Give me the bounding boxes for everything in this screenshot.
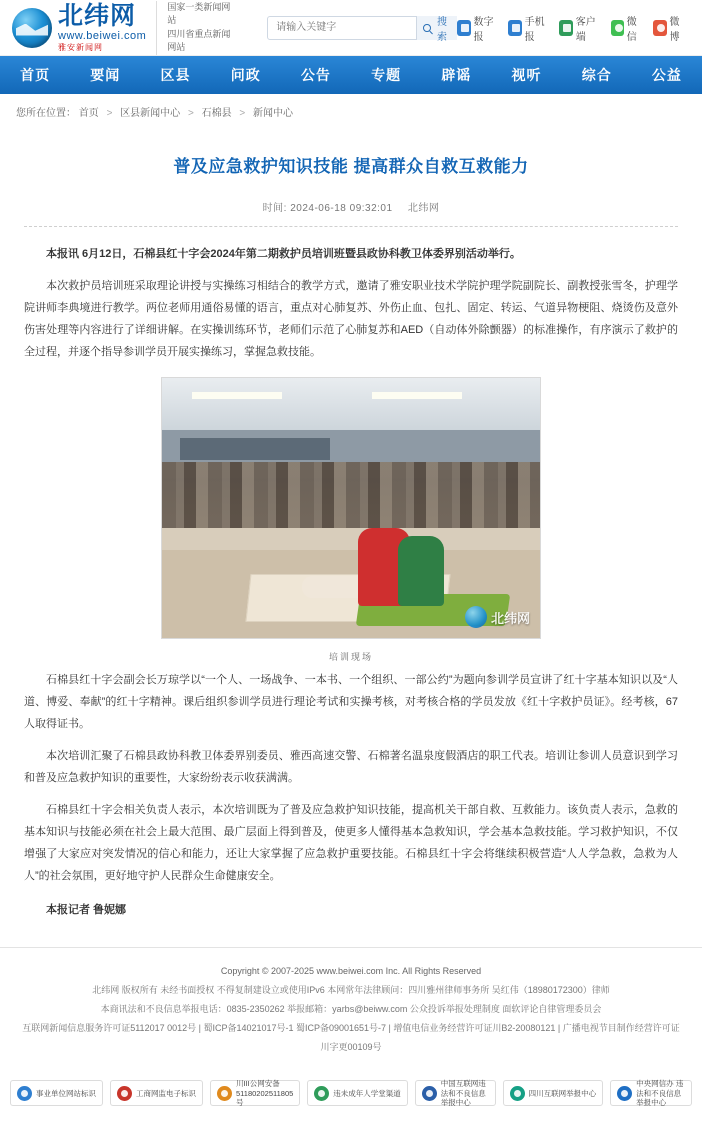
breadcrumb bbox=[0, 94, 702, 128]
nav-item-home[interactable]: 首页 bbox=[20, 67, 51, 83]
breadcrumb-item-news-center[interactable]: 新闻中心 bbox=[253, 108, 293, 119]
sichuan-report-icon bbox=[510, 1086, 525, 1101]
footer-line-1: 北纬网 版权所有 未经书面授权 不得复制建设立或使用IPv6 本网常年法律顾问：四川雅州律师事务所 吴红伟（18980172300）律师 bbox=[92, 984, 610, 995]
badge-label: 工商网监电子标识 bbox=[136, 1088, 196, 1098]
nav-item-video[interactable]: 视听 bbox=[511, 67, 542, 83]
nav-item-general[interactable]: 综合 bbox=[581, 67, 612, 83]
site-footer bbox=[0, 947, 702, 1066]
nav-item-notice[interactable]: 公告 bbox=[300, 67, 331, 83]
article-paragraph-5: 石棉县红十字会相关负责人表示，本次培训既为了普及应急救护知识技能，提高机关干部自救、互救能力。该负责人表示，急救的基本知识与技能必须在社会上最大范围、最广层面上得到普及，使更多人懂得基本急救知识，学会基本急救技能。学习救护知识，不仅增强了大家应对突发情况的信心和能力，还让大家掌握了应急救护重要技能。石棉县红十字会将继续积极营造“人人学急救，急救为人人”的社会氛围，更好地守护人民群众生命健康安全。 bbox=[24, 804, 678, 882]
app-icon bbox=[559, 20, 572, 36]
badge-cac-report[interactable] bbox=[610, 1080, 692, 1106]
breadcrumb-prefix: 您所在位置： bbox=[16, 108, 76, 119]
header-link-wechat[interactable] bbox=[611, 13, 644, 43]
badge-label: 中央网信办 违法和不良信息举报中心 bbox=[636, 1079, 684, 1108]
logo-url: www.beiwei.com bbox=[58, 29, 147, 42]
footer-copyright: Copyright © 2007-2025 www.beiwei.com Inc. All Rights Reserved bbox=[220, 966, 482, 976]
site-header bbox=[0, 0, 702, 56]
header-link-label: 数字报 bbox=[473, 16, 494, 43]
slogan-line-2: 四川省重点新闻网站 bbox=[167, 28, 231, 52]
header-link-mobile-paper[interactable] bbox=[508, 13, 549, 43]
badge-business-supervision[interactable] bbox=[110, 1080, 203, 1106]
search-input[interactable] bbox=[268, 17, 416, 39]
photo-ceiling bbox=[162, 378, 540, 430]
breadcrumb-item-district-center[interactable]: 区县新闻中心 bbox=[120, 108, 181, 119]
header-link-label: 手机报 bbox=[524, 16, 545, 43]
article bbox=[0, 152, 702, 917]
badge-label: 川III公网安备 51180202511805号 bbox=[236, 1079, 294, 1108]
nav-item-headline[interactable]: 要闻 bbox=[90, 67, 121, 83]
footer-badges bbox=[0, 1066, 702, 1126]
footer-line-3: 互联网新闻信息服务许可证5112017 0012号 | 蜀ICP备14021017号-1 蜀ICP备09001651号-7 | 增值电信业务经营许可证川B2-20080121 | 广播电视节目制作经营许可证川字更00109号 bbox=[22, 1022, 680, 1052]
header-link-label: 客户端 bbox=[575, 16, 596, 43]
article-paragraph-3: 石棉县红十字会副会长万琼学以“一个人、一场战争、一本书、一个组织、一部公约”为题向参训学员宣讲了红十字基本知识以及“人道、博爱、奉献”的红十字精神。课后组织参训学员进行理论考试和实操考核，对考核合格的学员发放《红十字救护员证》。经考核，67人取得证书。 bbox=[24, 674, 678, 730]
search-button-label: 搜索 bbox=[437, 16, 448, 43]
nav-item-welfare[interactable]: 公益 bbox=[651, 67, 682, 83]
header-link-digital-paper[interactable] bbox=[457, 13, 498, 43]
header-link-weibo[interactable] bbox=[653, 13, 686, 43]
article-photo-wrap bbox=[24, 377, 678, 663]
article-source: 北纬网 bbox=[407, 203, 440, 214]
watermark-globe-icon bbox=[465, 606, 487, 628]
article-photo bbox=[161, 377, 541, 639]
badge-sichuan-report[interactable] bbox=[503, 1080, 604, 1106]
youth-protection-icon bbox=[314, 1086, 329, 1101]
badge-label: 事业单位网站标识 bbox=[36, 1088, 96, 1098]
photo-caption: 培训现场 bbox=[328, 652, 373, 662]
header-link-app[interactable] bbox=[559, 13, 600, 43]
breadcrumb-item-shimian[interactable]: 石棉县 bbox=[201, 108, 232, 119]
wechat-icon bbox=[611, 20, 624, 36]
breadcrumb-separator: > bbox=[187, 108, 194, 119]
globe-logo-icon bbox=[12, 8, 52, 48]
main-navigation bbox=[0, 56, 702, 94]
nav-item-topic[interactable]: 专题 bbox=[371, 67, 402, 83]
photo-table bbox=[162, 528, 540, 550]
header-link-label: 微信 bbox=[626, 16, 637, 43]
business-supervision-icon bbox=[117, 1086, 132, 1101]
breadcrumb-separator: > bbox=[239, 108, 246, 119]
badge-label: 违未成年人学堂渠道 bbox=[333, 1088, 401, 1098]
article-body bbox=[24, 243, 678, 917]
logo-title: 北纬网 bbox=[58, 2, 137, 30]
badge-label: 四川互联网举报中心 bbox=[528, 1088, 597, 1098]
header-slogan bbox=[156, 1, 237, 55]
photo-instructor-green bbox=[398, 536, 444, 606]
gov-site-icon bbox=[17, 1086, 32, 1101]
header-link-label: 微博 bbox=[669, 16, 680, 43]
article-paragraph-1: 本报讯 6月12日，石棉县红十字会2024年第二期救护员培训班暨县政协科教卫体委界别活动举行。 bbox=[46, 248, 521, 260]
newspaper-icon bbox=[457, 20, 470, 36]
badge-label: 中国互联网违法和不良信息举报中心 bbox=[440, 1079, 486, 1108]
badge-report-center[interactable] bbox=[415, 1080, 496, 1106]
header-links bbox=[457, 13, 690, 43]
search-icon bbox=[423, 24, 431, 32]
search-button[interactable] bbox=[416, 16, 457, 43]
nav-item-rumor[interactable]: 辟谣 bbox=[441, 67, 472, 83]
breadcrumb-separator: > bbox=[106, 108, 113, 119]
photo-watermark bbox=[465, 606, 530, 628]
article-paragraph-2: 本次救护员培训班采取理论讲授与实操练习相结合的教学方式，邀请了雅安职业技术学院护理学院副院长、副教授张雪冬，护理学院讲师李典境进行教学。两位老师用通俗易懂的语言，重点对心肺复苏、外伤止血、包扎、固定、转运、气道异物梗阻、烧烫伤及意外伤害处理等内容进行了详细讲解。在实操训练环节，老师们示范了心肺复苏和AED（自动体外除颤器）的标准操作，有序演示了救护的全过程，并逐个指导参训学员开展实操练习，掌握急救技能。 bbox=[24, 280, 678, 358]
badge-police-record[interactable] bbox=[210, 1080, 300, 1106]
site-logo[interactable] bbox=[12, 4, 146, 52]
page-title: 普及应急救护知识技能 提高群众自救互救能力 bbox=[173, 157, 529, 176]
logo-subtitle: 雅安新闻网 bbox=[58, 42, 103, 52]
footer-line-2: 本商讯法和不良信息举报电话：0835-2350262 举报邮箱：yarbs@beiww.com 公众投诉举报处理制度 面软评论自律管理委员会 bbox=[100, 1003, 602, 1014]
badge-youth-protection[interactable] bbox=[307, 1080, 408, 1106]
nav-item-district[interactable]: 区县 bbox=[160, 67, 191, 83]
phone-icon bbox=[508, 20, 521, 36]
article-paragraph-4: 本次培训汇聚了石棉县政协科教卫体委界别委员、雅西高速交警、石棉著名温泉度假酒店的职工代表。培训让参训人员意识到学习和普及应急救护知识的重要性，大家纷纷表示收获满满。 bbox=[24, 750, 678, 784]
article-meta bbox=[24, 199, 678, 214]
weibo-icon bbox=[653, 20, 666, 36]
slogan-line-1: 国家一类新闻网站 bbox=[167, 1, 231, 25]
search-box[interactable] bbox=[267, 16, 457, 43]
badge-gov-site[interactable] bbox=[10, 1080, 103, 1106]
report-center-icon bbox=[422, 1086, 437, 1101]
watermark-text: 北纬网 bbox=[490, 610, 530, 626]
nav-item-politics[interactable]: 问政 bbox=[230, 67, 261, 83]
breadcrumb-item-home[interactable]: 首页 bbox=[78, 108, 99, 119]
police-record-icon bbox=[217, 1086, 232, 1101]
article-byline: 本报记者 鲁妮娜 bbox=[46, 904, 127, 916]
meta-divider bbox=[24, 226, 678, 227]
article-time: 时间: 2024-06-18 09:32:01 bbox=[262, 203, 393, 214]
cac-report-icon bbox=[617, 1086, 632, 1101]
